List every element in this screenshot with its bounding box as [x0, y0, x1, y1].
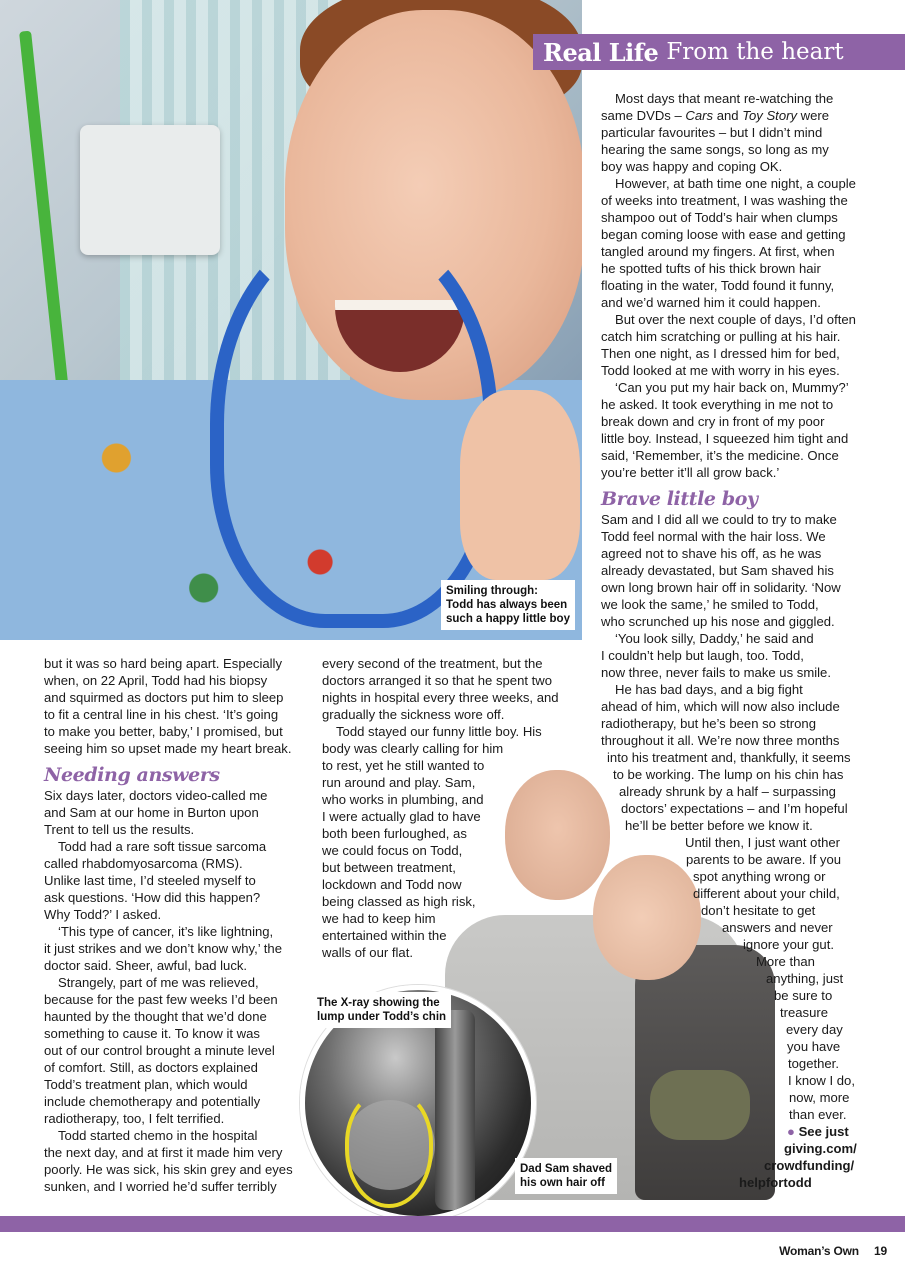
- text-line: ‘This type of cancer, it’s like lightning,: [58, 924, 274, 939]
- text-line: he spotted tufts of his thick brown hair: [601, 261, 821, 276]
- text-line: Trent to tell us the results.: [44, 822, 195, 837]
- text-line: Todd stayed our funny little boy. His: [336, 724, 542, 739]
- text-line: said, ‘Remember, it’s the medicine. Once: [601, 448, 839, 463]
- text-line: But over the next couple of days, I’d often: [615, 312, 856, 327]
- text-line: haunted by the thought that we’d done: [44, 1009, 267, 1024]
- column-3: [601, 90, 863, 1191]
- crowdfunding-callout: [601, 1123, 863, 1191]
- text-line: sunken, and I worried he’d suffer terribly: [44, 1179, 277, 1194]
- text-line: and Sam at our home in Burton upon: [44, 805, 259, 820]
- text-line: poorly. He was sick, his skin grey and eyes: [44, 1162, 293, 1177]
- text-line: and we’d warned him it could happen.: [601, 295, 821, 310]
- text-line: ahead of him, which will now also include: [601, 699, 840, 714]
- text-line: gradually the sickness wore off.: [322, 707, 505, 722]
- main-photo-caption: [441, 580, 575, 630]
- paragraph: [44, 838, 306, 923]
- text-line: be sure to: [774, 988, 833, 1003]
- text-line: it just strikes and we don’t know why,’ the: [44, 941, 282, 956]
- text-line: ‘You look silly, Daddy,’ he said and: [615, 631, 814, 646]
- text-line: we look the same,’ he smiled to Todd,: [601, 597, 819, 612]
- paragraph: [601, 379, 863, 481]
- paragraph: [601, 681, 863, 834]
- text-line: throughout it all. We’re now three months: [601, 733, 840, 748]
- text-line: to be working. The lump on his chin has: [613, 767, 844, 782]
- text-line: answers and never: [722, 920, 833, 935]
- caption-line: his own hair off: [520, 1177, 605, 1189]
- caption-line: lump under Todd’s chin: [317, 1011, 447, 1023]
- text-line: spot anything wrong or: [693, 869, 826, 884]
- text-line: but between treatment,: [322, 860, 456, 875]
- text-line: of comfort. Still, as doctors explained: [44, 1060, 258, 1075]
- text-line: already shrunk by a half – surpassing: [619, 784, 836, 799]
- paragraph: [601, 834, 863, 1123]
- banner-section: From the heart: [666, 39, 844, 65]
- text-line: ‘Can you put my hair back on, Mummy?’: [615, 380, 849, 395]
- bullet-dot-icon: ●: [787, 1124, 795, 1139]
- column-2: [322, 655, 584, 961]
- text-line: we could focus on Todd,: [322, 843, 463, 858]
- text-line: called rhabdomyosarcoma (RMS).: [44, 856, 243, 871]
- text-line: Sam and I did all we could to try to make: [601, 512, 837, 527]
- caption-line: Dad Sam shaved: [520, 1163, 613, 1175]
- text-line: out of our control brought a minute level: [44, 1043, 275, 1058]
- text-line: boy was happy and coping OK.: [601, 159, 783, 174]
- paragraph: [44, 923, 306, 974]
- text-line: tangled around my fingers. At first, when: [601, 244, 835, 259]
- text-line: entertained within the: [322, 928, 447, 943]
- paragraph: [322, 723, 584, 961]
- text-line: little boy. Instead, I squeezed him tight and: [601, 431, 849, 446]
- page-number: 19: [874, 1244, 887, 1258]
- text-line: ask questions. ‘How did this happen?: [44, 890, 261, 905]
- text-line: radiotherapy, too, I felt terrified.: [44, 1111, 225, 1126]
- text-line: to rest, yet he still wanted to: [322, 758, 485, 773]
- crowdfunding-link[interactable]: helpfortodd: [739, 1175, 812, 1190]
- text-line: Todd looked at me with worry in his eyes.: [601, 363, 840, 378]
- text-run: See just: [798, 1124, 849, 1139]
- text-line: he asked. It took everything in me not to: [601, 397, 834, 412]
- text-line: body was clearly calling for him: [322, 741, 504, 756]
- text-line: doctor said. Sheer, awful, bad luck.: [44, 958, 248, 973]
- text-line: Unlike last time, I’d steeled myself to: [44, 873, 256, 888]
- text-line: Then one night, as I dressed him for bed,: [601, 346, 840, 361]
- xray-spine: [435, 1010, 475, 1210]
- text-line: include chemotherapy and potentially: [44, 1094, 261, 1109]
- text-line: shampoo out of Todd’s hair when clumps: [601, 210, 838, 225]
- paragraph: [601, 175, 863, 311]
- text-run: and: [713, 108, 743, 123]
- paragraph: [601, 511, 863, 630]
- caption-line: The X-ray showing the: [317, 997, 440, 1009]
- text-line: [601, 1123, 863, 1140]
- text-line: giving.com/: [784, 1141, 857, 1156]
- text-run: same DVDs –: [601, 108, 686, 123]
- text-line: particular favourites – but I didn’t mind: [601, 125, 823, 140]
- text-line: I know I do,: [788, 1073, 855, 1088]
- banner-brand: Real Life: [543, 37, 659, 67]
- subhead-needing-answers: Needing answers: [44, 764, 220, 786]
- paragraph: [322, 655, 584, 723]
- text-line: both been furloughed, as: [322, 826, 467, 841]
- stethoscope-tube: [210, 220, 498, 628]
- paragraph: [44, 655, 306, 757]
- text-line: I couldn’t help but laugh, too. Todd,: [601, 648, 804, 663]
- paragraph: [44, 974, 306, 1127]
- text-line: parents to be aware. If you: [686, 852, 842, 867]
- text-line: you have: [787, 1039, 841, 1054]
- text-line: hearing the same songs, so long as my: [601, 142, 829, 157]
- text-line: own long brown hair off in solidarity. ‘Now: [601, 580, 841, 595]
- infusion-pump: [80, 125, 220, 255]
- text-line: now three, never fails to make us smile.: [601, 665, 831, 680]
- text-line: lockdown and Todd now: [322, 877, 462, 892]
- caption-line: such a happy little boy: [446, 613, 570, 625]
- film-title-cars: Cars: [685, 108, 714, 123]
- text-line: doctors’ expectations – and I’m hopeful: [621, 801, 848, 816]
- text-line: anything, just: [766, 971, 844, 986]
- xray-lump-outline: [345, 1090, 433, 1208]
- text-line: into his treatment and, thankfully, it seems: [607, 750, 851, 765]
- text-line: Todd feel normal with the hair loss. We: [601, 529, 826, 544]
- caption-line: Todd has always been: [446, 599, 568, 611]
- text-line: agreed not to shave his off, as he was: [601, 546, 822, 561]
- text-line: who scrunched up his nose and giggled.: [601, 614, 835, 629]
- text-line: radiotherapy, but he’s been so strong: [601, 716, 816, 731]
- text-line: floating in the water, Todd found it funny,: [601, 278, 835, 293]
- caption-line: Smiling through:: [446, 585, 538, 597]
- text-line: run around and play. Sam,: [322, 775, 476, 790]
- text-line: Why Todd?’ I asked.: [44, 907, 162, 922]
- text-line: who works in plumbing, and: [322, 792, 484, 807]
- text-line: you’re better it’ll all grow back.’: [601, 465, 780, 480]
- footer-bar: [0, 1216, 905, 1232]
- subhead-brave-little-boy: Brave little boy: [601, 488, 758, 510]
- text-line: break down and cry in front of my poor: [601, 414, 825, 429]
- text-line: different about your child,: [693, 886, 840, 901]
- text-line: he’ll be better before we know it.: [625, 818, 813, 833]
- text-line: every second of the treatment, but the: [322, 656, 543, 671]
- text-line: nights in hospital every three weeks, and: [322, 690, 559, 705]
- text-line: Todd’s treatment plan, which would: [44, 1077, 248, 1092]
- text-line: Most days that meant re-watching the: [615, 91, 834, 106]
- text-line: every day: [786, 1022, 843, 1037]
- text-line: being classed as high risk,: [322, 894, 476, 909]
- main-photo-todd-smiling: [0, 0, 582, 640]
- text-line: than ever.: [789, 1107, 847, 1122]
- text-line: [601, 107, 863, 124]
- text-line: I were actually glad to have: [322, 809, 481, 824]
- text-line: catch him scratching or pulling at his hair.: [601, 329, 841, 344]
- paragraph: [601, 311, 863, 379]
- text-line: because for the past few weeks I’d been: [44, 992, 278, 1007]
- text-line: Strangely, part of me was relieved,: [58, 975, 259, 990]
- text-line: began coming loose with ease and getting: [601, 227, 846, 242]
- text-line: crowdfunding/: [764, 1158, 855, 1173]
- text-line: now, more: [789, 1090, 850, 1105]
- child-hand: [460, 390, 580, 580]
- text-line: However, at bath time one night, a couple: [615, 176, 856, 191]
- text-line: Todd started chemo in the hospital: [58, 1128, 258, 1143]
- text-line: don’t hesitate to get: [701, 903, 816, 918]
- magazine-name: Woman’s Own: [779, 1244, 859, 1258]
- text-line: seeing him so upset made my heart break.: [44, 741, 292, 756]
- paragraph: [601, 90, 863, 175]
- text-line: ignore your gut.: [743, 937, 834, 952]
- page-footer: [779, 1244, 887, 1258]
- text-line: to fit a central line in his chest. ‘It’s going: [44, 707, 279, 722]
- column-1: [44, 655, 306, 1195]
- text-line: More than: [756, 954, 815, 969]
- text-line: and squirmed as doctors put him to sleep: [44, 690, 284, 705]
- text-line: Todd had a rare soft tissue sarcoma: [58, 839, 267, 854]
- text-run: were: [797, 108, 830, 123]
- text-line: Six days later, doctors video-called me: [44, 788, 268, 803]
- text-line: to make you better, baby,’ I promised, but: [44, 724, 283, 739]
- text-line: we had to keep him: [322, 911, 436, 926]
- text-line: when, on 22 April, Todd had his biopsy: [44, 673, 268, 688]
- text-line: something to cause it. To know it was: [44, 1026, 260, 1041]
- paragraph: [44, 1127, 306, 1195]
- text-line: already devastated, but Sam shaved his: [601, 563, 834, 578]
- section-banner: [533, 34, 905, 70]
- text-line: the next day, and at first it made him very: [44, 1145, 283, 1160]
- text-line: of weeks into treatment, I was washing the: [601, 193, 848, 208]
- text-line: Until then, I just want other: [685, 835, 841, 850]
- text-line: treasure: [780, 1005, 829, 1020]
- paragraph: [44, 787, 306, 838]
- text-line: He has bad days, and a big fight: [615, 682, 803, 697]
- text-line: doctors arranged it so that he spent two: [322, 673, 553, 688]
- film-title-toy-story: Toy Story: [742, 108, 798, 123]
- text-line: walls of our flat.: [322, 945, 413, 960]
- text-line: together.: [788, 1056, 839, 1071]
- xray-caption: [312, 992, 451, 1028]
- paragraph: [601, 630, 863, 681]
- text-line: but it was so hard being apart. Especially: [44, 656, 283, 671]
